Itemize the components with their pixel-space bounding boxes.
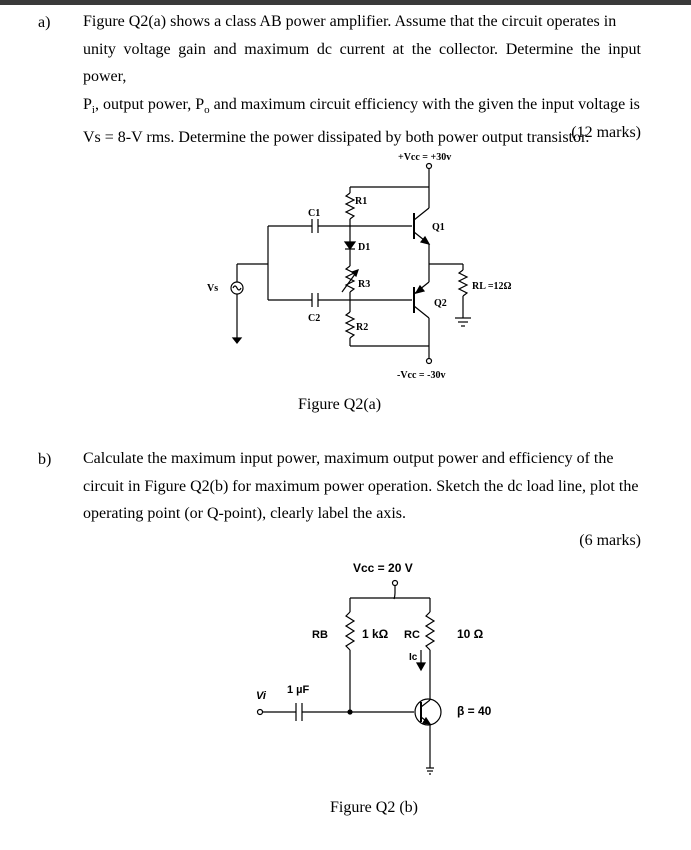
r3-label: R3: [358, 279, 371, 290]
marks-b: (6 marks): [579, 532, 641, 549]
vcc-terminal: [393, 581, 398, 586]
vi-terminal: [258, 710, 263, 715]
c1-label: C1: [308, 208, 321, 219]
vcc-label: Vcc = 20 V: [353, 561, 413, 575]
question-b-line-1: Calculate the maximum input power, maximum output power and efficiency of the: [83, 450, 614, 467]
r2-label: R2: [356, 322, 369, 333]
figure-caption-b: Figure Q2 (b): [330, 799, 418, 816]
vcc-pos-label: +Vcc = +30v: [398, 152, 452, 163]
d1-label: D1: [358, 242, 371, 253]
d1-diode-symbol: [345, 242, 355, 249]
q2-label: Q2: [434, 298, 447, 309]
question-a-line-2: unity voltage gain and maximum dc current at the collector. Determine the input power,: [83, 40, 641, 85]
circuit-b: [258, 581, 442, 775]
capacitor-value-label: 1 µF: [287, 684, 310, 696]
rc-resistor-symbol: [426, 612, 434, 650]
r1-label: R1: [355, 196, 368, 207]
figure-caption-a: Figure Q2(a): [298, 396, 382, 413]
rl-resistor-symbol: [459, 270, 467, 296]
question-a-line-1: Figure Q2(a) shows a class AB power amplifier. Assume that the circuit operates in: [83, 13, 617, 30]
rc-value-label: 10 Ω: [457, 627, 484, 641]
rc-label: RC: [404, 629, 420, 641]
r2-resistor-symbol: [346, 312, 354, 338]
question-a-line-4: Vs = 8-V rms. Determine the power dissipated by both power output transistor.: [83, 129, 590, 147]
vcc-neg-label: -Vcc = -30v: [397, 370, 446, 381]
question-label-b: b): [38, 451, 52, 468]
rb-resistor-symbol: [346, 612, 354, 650]
question-label-a: a): [38, 14, 51, 31]
ic-label: Ic: [409, 652, 418, 663]
q1-label: Q1: [432, 222, 445, 233]
circuit-a-labels: [207, 152, 512, 381]
vi-label: Vi: [256, 690, 266, 702]
c2-label: C2: [308, 313, 321, 324]
question-b-line-2: circuit in Figure Q2(b) for maximum power operation. Sketch the dc load line, plot the: [83, 477, 639, 495]
r1-resistor-symbol: [346, 193, 354, 219]
circuit-a: [231, 164, 471, 364]
question-b-line-3: operating point (or Q-point), clearly label the axis.: [83, 505, 407, 522]
beta-label: β = 40: [457, 704, 492, 718]
question-a-line-3: $P_i$, output power, $P_o$ and maximum circuit efficiency with the given the input voltage is: [83, 95, 640, 116]
vcc-pos-terminal: [427, 164, 432, 169]
marks-a: (12 marks): [571, 124, 641, 141]
vs-label: Vs: [207, 283, 219, 294]
rb-label: RB: [312, 629, 328, 641]
rb-value-label: 1 kΩ: [362, 627, 389, 641]
r3-resistor-symbol: [346, 266, 354, 292]
circuit-b-labels: [256, 561, 492, 718]
vcc-neg-terminal: [427, 359, 432, 364]
rl-label: RL =12Ω: [472, 281, 512, 292]
